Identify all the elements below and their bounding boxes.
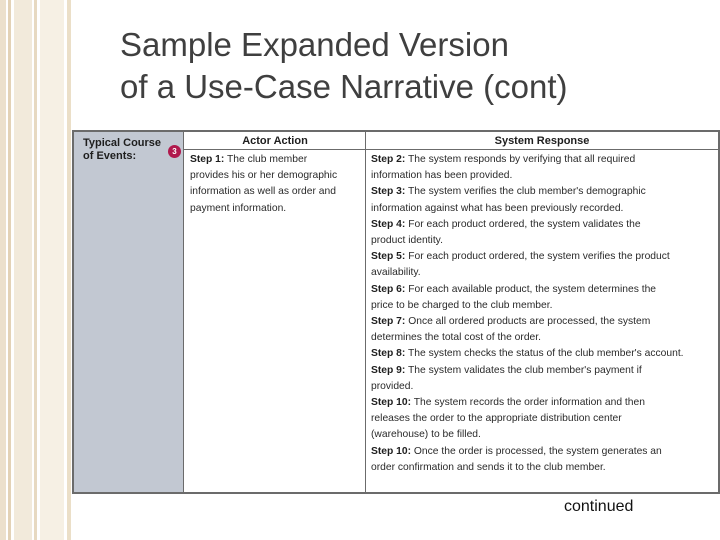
step-label: Step 10: xyxy=(371,445,412,457)
system-line: determines the total cost of the order. xyxy=(371,332,541,344)
system-line: availability. xyxy=(371,267,421,279)
step-text: For each product ordered, the system verifies the product xyxy=(405,251,670,263)
system-line xyxy=(371,395,716,411)
system-line xyxy=(371,184,716,200)
system-line: (warehouse) to be filled. xyxy=(371,429,481,441)
system-step xyxy=(371,249,716,281)
slide-title-line-1: Sample Expanded Version xyxy=(120,26,509,63)
deco-stripe xyxy=(40,0,64,540)
step-text: The system records the order information and then xyxy=(411,397,645,409)
system-line xyxy=(371,217,716,233)
system-step xyxy=(371,184,716,216)
step-text: Once all ordered products are processed, the system xyxy=(405,316,651,328)
step-text: The system responds by verifying that all required xyxy=(405,154,636,165)
slide-title xyxy=(120,24,700,108)
step-label: Step 2: xyxy=(371,154,406,165)
system-step xyxy=(371,314,716,346)
deco-stripe xyxy=(0,0,6,540)
actor-line: information as well as order and xyxy=(190,186,336,198)
step-label: Step 5: xyxy=(371,251,406,263)
actor-line xyxy=(190,152,364,168)
system-line: product identity. xyxy=(371,235,443,247)
system-line xyxy=(371,363,716,379)
system-step xyxy=(371,444,716,476)
system-line: provided. xyxy=(371,380,414,392)
row-label-line-1: Typical Course xyxy=(83,137,162,149)
step-label: Step 9: xyxy=(371,364,406,376)
step-label: Step 1: xyxy=(190,154,225,165)
step-label: Step 8: xyxy=(371,348,406,360)
step-text: The system verifies the club member's demographic xyxy=(405,186,646,198)
system-response-header: System Response xyxy=(494,135,590,147)
system-line xyxy=(371,282,716,298)
actor-action-cell xyxy=(190,152,364,217)
system-step xyxy=(371,152,716,184)
system-step xyxy=(371,395,716,444)
system-line: information against what has been previously recorded. xyxy=(371,202,624,214)
deco-stripe xyxy=(14,0,32,540)
row-label-column xyxy=(74,132,184,492)
actor-line: provides his or her demographic xyxy=(190,170,338,182)
step-label: Step 7: xyxy=(371,316,406,328)
system-line: order confirmation and sends it to the club member. xyxy=(371,461,606,473)
system-line xyxy=(371,152,716,168)
step-label: Step 3: xyxy=(371,186,406,198)
system-line xyxy=(371,249,716,265)
step-text: For each available product, the system determines the xyxy=(405,283,657,295)
system-line: price to be charged to the club member. xyxy=(371,299,553,311)
system-step xyxy=(371,363,716,395)
system-line: information has been provided. xyxy=(371,170,513,182)
system-line: releases the order to the appropriate distribution center xyxy=(371,413,622,425)
step-label: Step 4: xyxy=(371,218,406,230)
system-step xyxy=(371,217,716,249)
step-text: The system checks the status of the club member's account. xyxy=(405,348,684,360)
row-label-line-2: of Events: xyxy=(83,150,137,162)
header-divider xyxy=(184,149,718,150)
step-label: Step 6: xyxy=(371,283,406,295)
continued-label: continued xyxy=(564,498,634,515)
system-line xyxy=(371,346,716,362)
system-line xyxy=(371,444,716,460)
use-case-table xyxy=(72,130,720,494)
system-line xyxy=(371,314,716,330)
actor-action-header: Actor Action xyxy=(242,135,308,147)
step-label: Step 10: xyxy=(371,397,412,409)
step-badge: 3 xyxy=(168,145,181,158)
deco-stripe xyxy=(8,0,11,540)
step-text: The system validates the club member's payment if xyxy=(405,364,642,376)
step-text: For each product ordered, the system validates the xyxy=(405,218,641,230)
step-text: Once the order is processed, the system generates an xyxy=(411,445,662,457)
deco-stripe xyxy=(34,0,37,540)
system-step xyxy=(371,282,716,314)
slide-title-line-2: of a Use-Case Narrative (cont) xyxy=(120,68,568,105)
row-label xyxy=(83,137,173,163)
left-decorative-stripes xyxy=(0,0,76,540)
actor-line: payment information. xyxy=(190,202,287,214)
deco-stripe xyxy=(67,0,71,540)
system-step xyxy=(371,346,716,362)
system-response-cell xyxy=(371,152,716,476)
step-text: The club member xyxy=(224,154,308,165)
